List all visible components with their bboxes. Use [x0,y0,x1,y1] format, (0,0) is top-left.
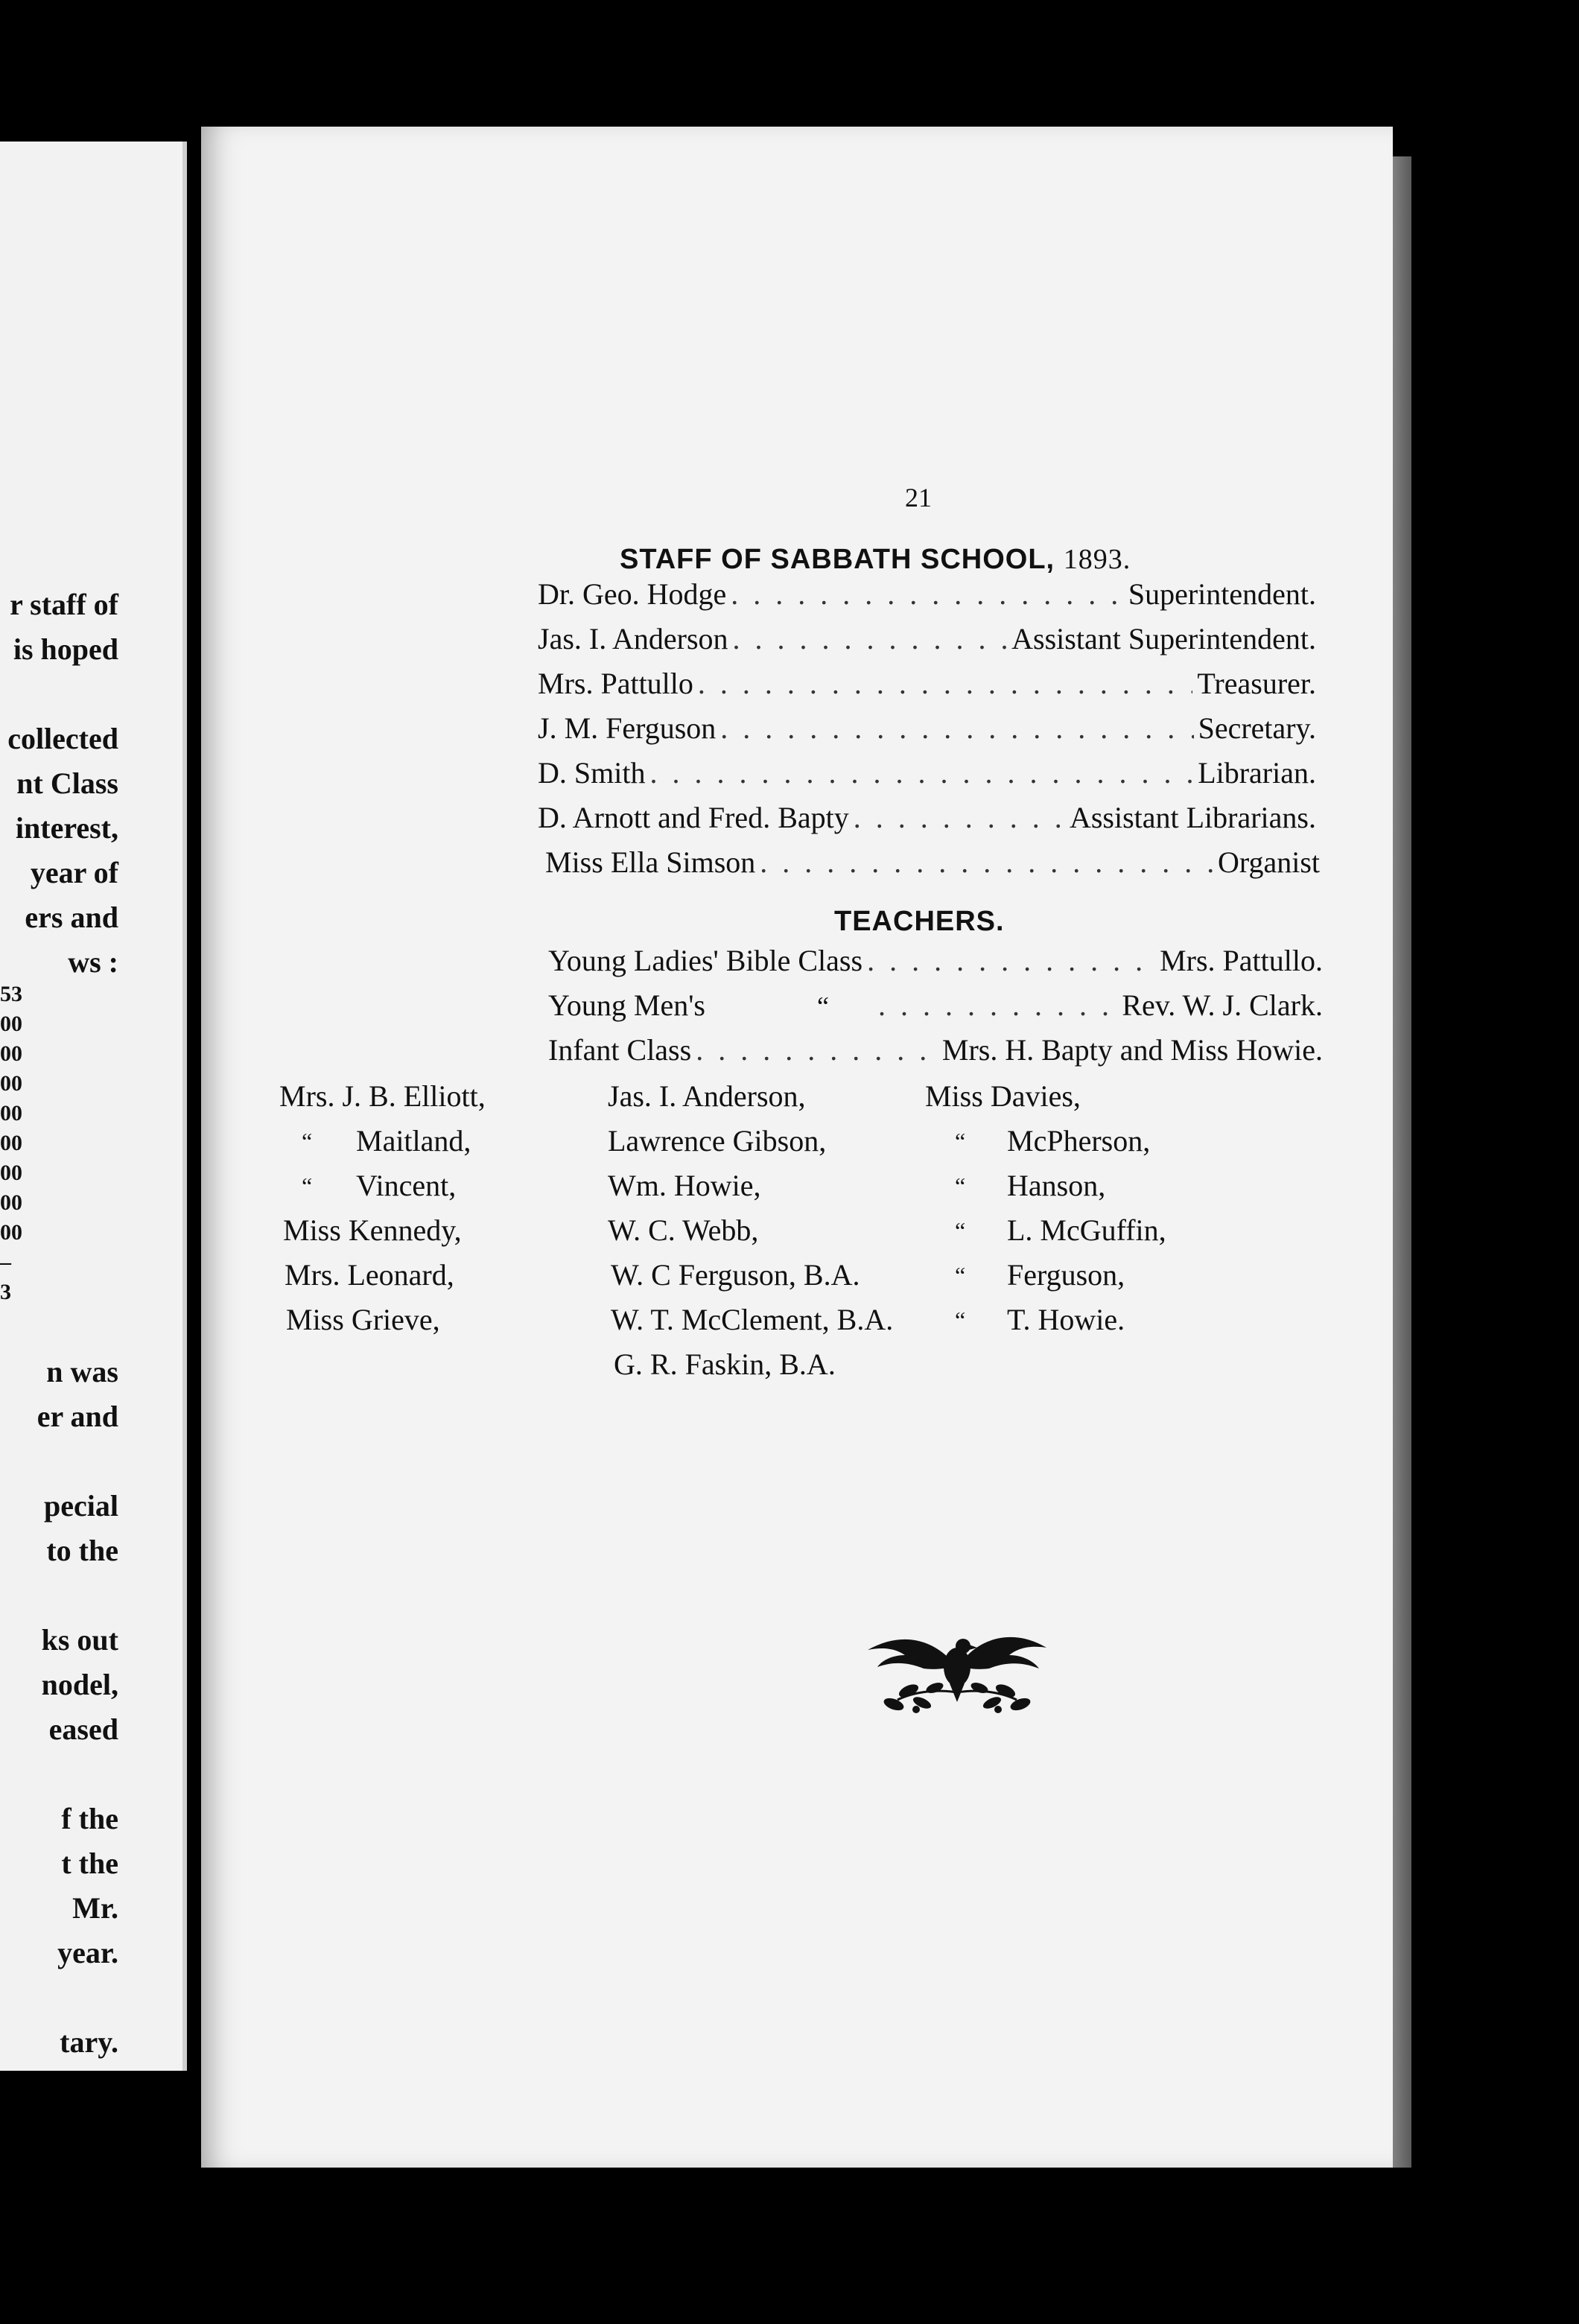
class-teacher: Rev. W. J. Clark. [1122,988,1323,1022]
left-page-line: Mr. [72,1891,118,1925]
class-row [548,946,1323,983]
staff-row [545,845,1320,885]
left-page-digit: 00 [0,1012,22,1036]
staff-role: Librarian. [1198,756,1316,790]
teacher-name: McPherson, [1007,1124,1151,1158]
staff-role: Secretary. [1198,711,1316,745]
ditto-mark: “ [955,1262,966,1289]
class-teacher: Mrs. H. Bapty and Miss Howie. [941,1033,1323,1067]
dot-leader [720,714,1193,743]
title-text: STAFF OF SABBATH SCHOOL, [620,544,1055,575]
teacher-name: G. R. Faskin, B.A. [614,1347,836,1381]
left-page-digit: 00 [0,1101,22,1126]
class-row [548,1035,1323,1073]
dot-leader [698,669,1192,699]
left-page-line: year. [57,1936,118,1969]
teacher-name: Mrs. Leonard, [285,1258,454,1292]
class-name: Infant Class [548,1033,692,1067]
dot-leader [731,580,1124,609]
left-page-line: interest, [15,811,118,845]
class-name: Young Men's [548,988,705,1022]
left-page-line: f the [61,1802,118,1835]
left-page-line: ks out [41,1623,118,1657]
ditto-mark: “ [955,1307,966,1333]
teacher-name: Mrs. J. B. Elliott, [279,1079,486,1113]
left-facing-page [0,142,187,2071]
teacher-name: Maitland, [356,1124,471,1158]
title-year: 1893. [1063,544,1131,575]
staff-role: Organist [1217,845,1320,879]
teacher-name: Ferguson, [1007,1258,1125,1292]
teacher-name: W. C Ferguson, B.A. [611,1258,860,1292]
class-name: Young Ladies' Bible Class [548,944,863,977]
left-page-digit: 00 [0,1071,22,1096]
page-number: 21 [905,483,932,512]
teacher-name: T. Howie. [1007,1303,1125,1336]
staff-row [538,803,1316,840]
dot-leader [878,991,1117,1020]
left-page-digit: 3 [0,1280,11,1304]
staff-role: Assistant Superintendent. [1011,622,1316,655]
left-page-line: n was [46,1355,118,1388]
teacher-name: Wm. Howie, [608,1169,761,1202]
left-page-line: collected [7,722,118,755]
teachers-heading: TEACHERS. [834,906,1005,937]
left-page-line: to the [46,1534,118,1567]
staff-name: Dr. Geo. Hodge [538,577,727,611]
dot-leader [867,946,1155,976]
teacher-name: W. T. McClement, B.A. [611,1303,894,1336]
staff-name: D. Arnott and Fred. Bapty [538,801,849,834]
teacher-name: Lawrence Gibson, [608,1124,827,1158]
dot-leader [696,1035,938,1065]
staff-row [538,577,1316,617]
left-page-line: eased [48,1712,118,1746]
left-page-digit: 00 [0,1131,22,1155]
staff-row [538,711,1316,751]
ditto-mark: “ [302,1128,313,1155]
left-page-line: is hoped [13,632,118,666]
dot-leader [854,803,1065,833]
staff-role: Treasurer. [1197,667,1316,700]
staff-row [538,624,1316,661]
staff-name: Jas. I. Anderson [538,622,728,655]
left-page-digit: 00 [0,1041,22,1066]
left-page-line: t the [61,1847,118,1880]
staff-name: D. Smith [538,756,646,790]
document-page [201,127,1393,2168]
teacher-name: Vincent, [356,1169,457,1202]
teacher-name: L. McGuffin, [1007,1213,1166,1247]
dot-leader [733,624,1008,654]
left-page-line: nodel, [41,1668,118,1701]
left-page-line: ers and [25,901,118,934]
page-title [620,545,1131,574]
left-page-digit: 00 [0,1190,22,1215]
dot-leader [760,848,1213,877]
left-page-line: er and [36,1400,118,1433]
left-page-line: ws : [68,945,118,979]
staff-role: Assistant Librarians. [1069,801,1316,834]
left-page-digit: 53 [0,982,22,1006]
staff-name: Miss Ella Simson [545,845,756,879]
teacher-name: Jas. I. Anderson, [608,1079,806,1113]
teacher-name: Miss Grieve, [286,1303,440,1336]
teacher-name: Hanson, [1007,1169,1106,1202]
dot-leader [649,758,1193,788]
left-page-line: year of [30,856,118,889]
staff-name: J. M. Ferguson [538,711,717,745]
left-page-line: pecial [44,1489,118,1523]
class-row [548,988,1323,1028]
staff-name: Mrs. Pattullo [538,667,693,700]
eagle-ornament-icon [864,1609,1050,1721]
staff-row [538,758,1316,796]
ditto-mark: “ [955,1217,966,1244]
left-page-line: r staff of [10,588,118,621]
left-page-digit: 00 [0,1161,22,1185]
left-page-digit: – [0,1250,11,1274]
ditto-mark: “ [302,1172,313,1199]
ditto-mark: “ [955,1172,966,1199]
ditto-mark: “ [816,991,829,1021]
teacher-name: W. C. Webb, [608,1213,759,1247]
left-page-line: nt Class [16,766,118,800]
staff-row [538,669,1316,706]
teacher-name: Miss Davies, [925,1079,1081,1113]
class-teacher: Mrs. Pattullo. [1160,944,1323,977]
teacher-name: Miss Kennedy, [283,1213,462,1247]
ditto-mark: “ [955,1128,966,1155]
left-page-digit: 00 [0,1220,22,1245]
staff-role: Superintendent. [1128,577,1316,611]
left-page-line: tary. [60,2025,118,2059]
